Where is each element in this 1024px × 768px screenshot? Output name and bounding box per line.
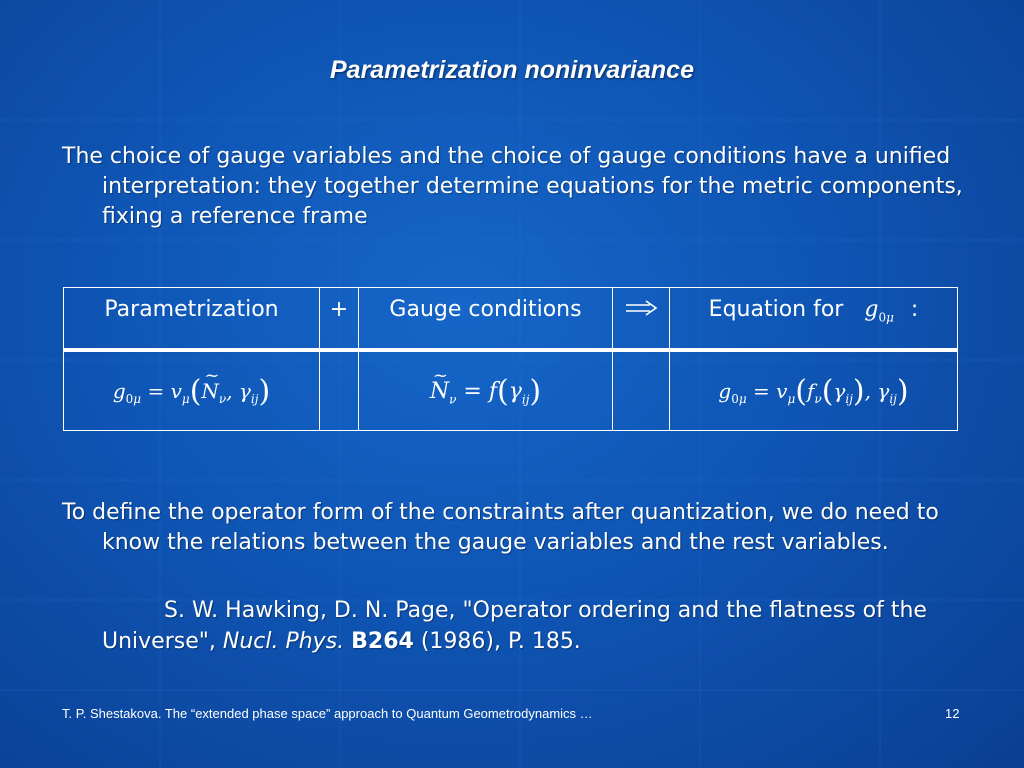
resulting-equation-formula: $g_{0\mu} = v_\mu(f_\nu(\gamma_{ij})$, $\gamma_{ij}$) (670, 350, 958, 431)
g0mu-symbol: $g_{0\mu}$ (864, 297, 894, 325)
equations-table (63, 287, 958, 431)
journal-volume: B264 (351, 629, 414, 654)
quantization-paragraph: To define the operator form of the constraints after quantization, we do need to know the relations between the gauge variables and the rest variables. (62, 500, 939, 555)
table-row (64, 350, 958, 431)
header-parametrization: Parametrization (64, 288, 320, 351)
slide-title: Parametrization noninvariance (329, 56, 694, 84)
empty-cell (613, 350, 670, 431)
footer-text: T. P. Shestakova. The “extended phase space” approach to Quantum Geometrodynamics … (62, 706, 593, 721)
table-header-row (64, 288, 958, 351)
parametrization-formula: $g_{0\mu}$ = $v_\mu(\sim$ $N_\nu$, $\gamma_{ij}$) (64, 350, 320, 431)
header-implies (613, 288, 670, 351)
implies-arrow-icon (624, 300, 658, 316)
page-number: 12 (945, 706, 960, 721)
header-equation-for: Equation for $g_{0\mu}$ : (670, 288, 958, 351)
empty-cell (320, 350, 359, 431)
header-plus: + (320, 288, 359, 351)
journal-name: Nucl. Phys. (222, 629, 345, 654)
reference-citation: S. W. Hawking, D. N. Page, "Operator ordering and the flatness of the Universe", Nucl. Phys. B264 (1986), P. 185. (102, 598, 927, 654)
gauge-condition-formula: ~ $N_\nu = f(\gamma_{ij})$ (359, 350, 613, 431)
intro-paragraph: The choice of gauge variables and the choice of gauge conditions have a unified interpretation: they together determine equations for the metric components, fixing a reference frame (62, 144, 963, 229)
header-gauge-conditions: Gauge conditions (359, 288, 613, 351)
